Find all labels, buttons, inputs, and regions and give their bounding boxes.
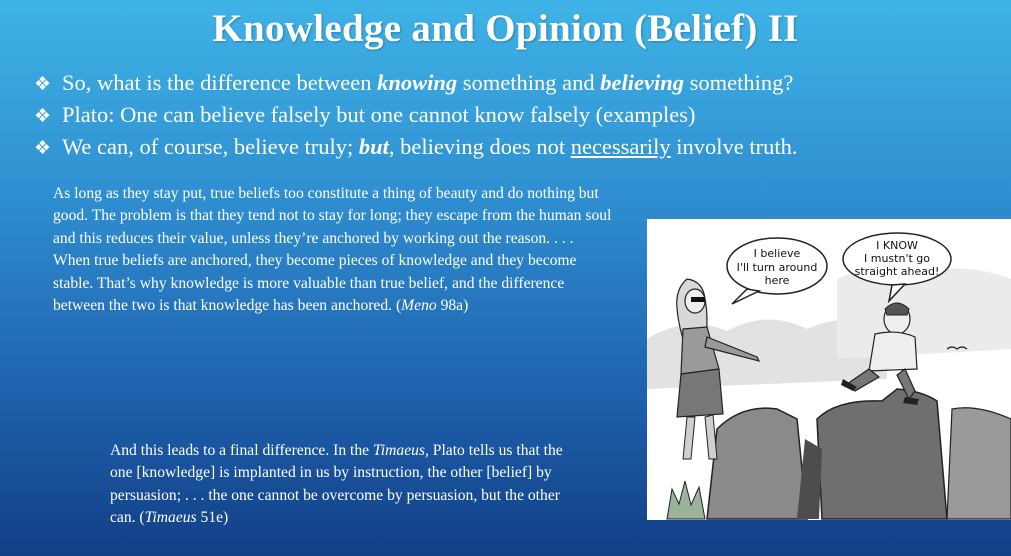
- bullet-3-underlined-necessarily: necessarily: [570, 134, 671, 159]
- bubble-right-line-1: I KNOW: [876, 239, 918, 252]
- bubble-right-line-3: straight ahead!: [854, 265, 940, 278]
- bullet-1-emphasis-knowing: knowing: [377, 70, 458, 95]
- meno-citation-ref: 98a): [436, 297, 469, 315]
- meno-quote-body: As long as they stay put, true beliefs too constitute a thing of beauty and do nothing but good. The problem is that they tend not to stay for long; they escape from the human soul and this reduces their value, unless they’re anchored by working out the reason. . . . When true beliefs are anchored, they become pieces of knowledge and they become stable. That’s why knowledge is more valuable than true belief, and the difference between the two is that knowledge has been anchored. (: [53, 185, 612, 315]
- timaeus-quote-text-a: And this leads to a final difference. In the: [110, 442, 373, 459]
- bullet-item-1: [34, 68, 994, 100]
- bubble-left-line-1: I believe: [753, 247, 801, 260]
- bullet-item-2: [34, 100, 994, 132]
- diamond-bullet-icon: ❖: [34, 74, 52, 95]
- bullet-3-text-b: , believing does not: [388, 134, 571, 159]
- bullet-1-text-b: something and: [457, 70, 601, 95]
- timaeus-work-title: Timaeus: [373, 442, 425, 459]
- bubble-right-line-2: I mustn't go: [864, 252, 930, 265]
- meno-quote: [53, 183, 613, 317]
- timaeus-quote: [110, 440, 570, 530]
- timaeus-citation-ref: 51e): [196, 509, 229, 527]
- cliff-cartoon: [647, 219, 1011, 520]
- bullet-2-text: Plato: One can believe falsely but one cannot know falsely (examples): [62, 102, 696, 127]
- bullet-3-text-a: We can, of course, believe truly;: [62, 134, 359, 159]
- diamond-bullet-icon: ❖: [34, 138, 52, 159]
- bubble-left-line-2: I'll turn around: [736, 261, 818, 274]
- diamond-bullet-icon: ❖: [34, 106, 52, 127]
- bullet-1-text-c: something?: [684, 70, 794, 95]
- bullet-1-text-a: So, what is the difference between: [62, 70, 378, 95]
- bullet-item-3: [34, 132, 994, 164]
- bullet-1-emphasis-believing: believing: [600, 70, 684, 95]
- cliff-cartoon-drawing: [647, 219, 1011, 520]
- slide-title: Knowledge and Opinion (Belief) II: [212, 7, 799, 50]
- bullet-list: [34, 68, 994, 164]
- bullet-3-emphasis-but: but: [358, 134, 389, 159]
- timaeus-citation-work: Timaeus: [144, 509, 197, 527]
- meno-citation-work: Meno: [401, 297, 437, 315]
- bubble-left-line-3: here: [764, 274, 790, 287]
- timaeus-quote-text-b: , Plato tells us that the one [knowledge] is implanted in us by instruction, the other [belief] by persuasion; . . . the one cannot be overcome by persuasion, but the other can. (: [110, 442, 563, 527]
- bullet-3-text-c: involve truth.: [670, 134, 798, 159]
